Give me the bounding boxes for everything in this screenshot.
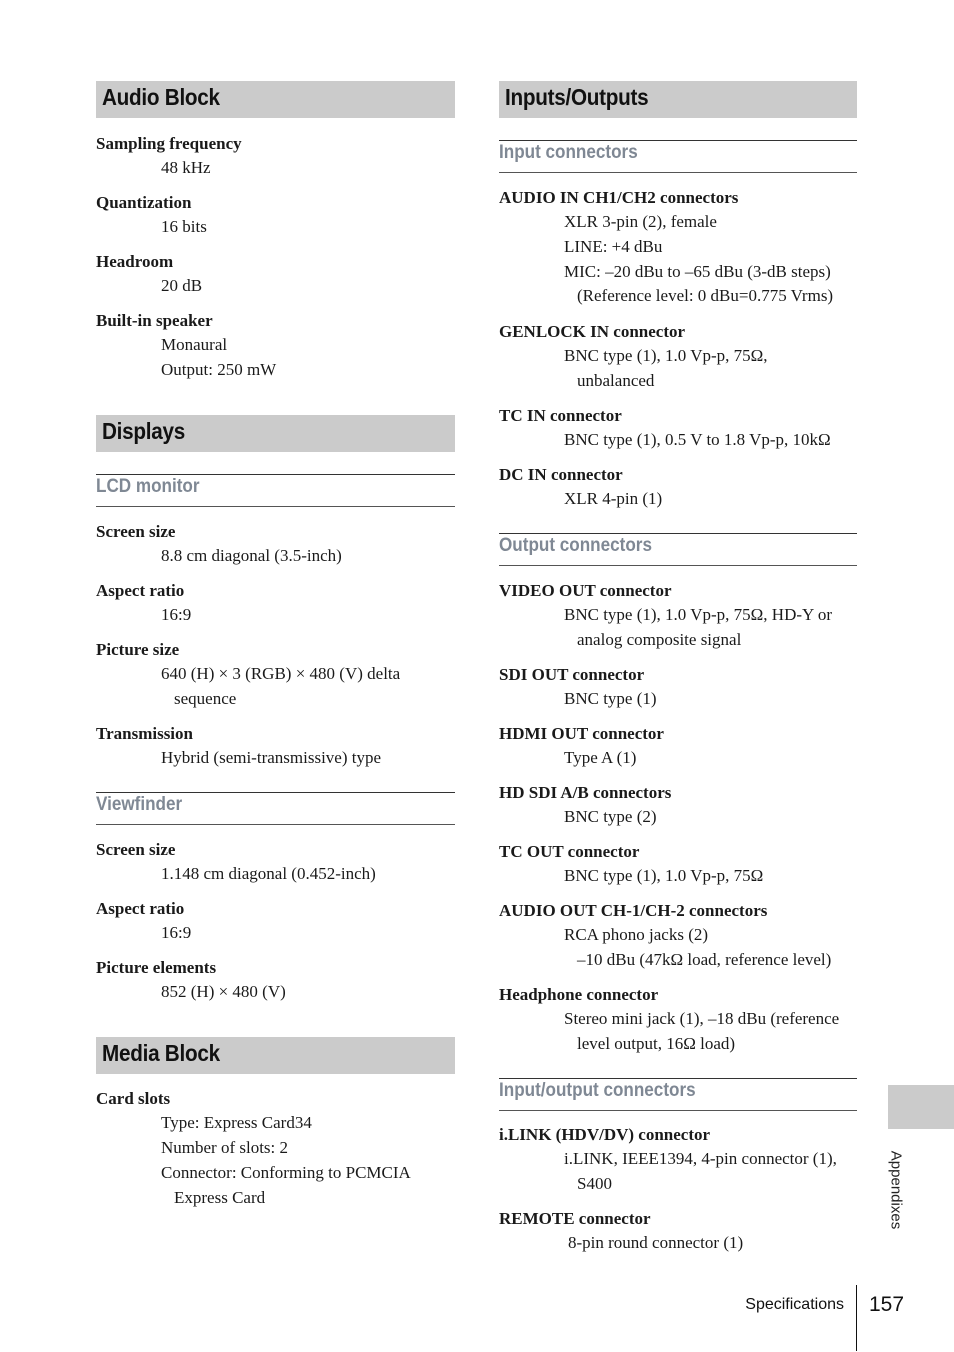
spec-value: Connector: Conforming to PCMCIA (161, 1163, 411, 1182)
spec-value: BNC type (1), 1.0 Vp-p, 75Ω, (564, 346, 768, 365)
spec-value: 640 (H) × 3 (RGB) × 480 (V) delta (161, 664, 401, 683)
subsection-heading-viewfinder (96, 792, 455, 825)
spec-value: 8.8 cm diagonal (3.5-inch) (161, 546, 342, 565)
spec-entry-vf-aspect-ratio (96, 898, 455, 945)
spec-term: GENLOCK IN connector (499, 322, 686, 341)
section-banner-media-block (96, 1037, 455, 1074)
section-title: Displays (102, 418, 185, 444)
spec-entry-picture-elements (96, 957, 455, 1004)
subsection-title: Input connectors (499, 142, 638, 163)
spec-term: AUDIO OUT CH-1/CH-2 connectors (499, 901, 768, 920)
spec-value: unbalanced (577, 371, 655, 390)
spec-term: Quantization (96, 193, 192, 212)
subsection-title: Output connectors (499, 535, 652, 556)
spec-value: BNC type (1), 1.0 Vp-p, 75Ω, HD-Y or (564, 605, 833, 624)
spec-term: DC IN connector (499, 465, 623, 484)
spec-value: 8-pin round connector (1) (568, 1233, 744, 1252)
spec-value: BNC type (1), 0.5 V to 1.8 Vp-p, 10kΩ (564, 430, 831, 449)
spec-value: Monaural (161, 335, 228, 354)
spec-value: 852 (H) × 480 (V) (161, 982, 286, 1001)
section-title: Audio Block (102, 84, 220, 110)
spec-term: Built-in speaker (96, 311, 213, 330)
spec-term: HDMI OUT connector (499, 724, 664, 743)
spec-value: Express Card (174, 1188, 266, 1207)
spec-value: sequence (174, 689, 237, 708)
spec-value: 16 bits (161, 217, 207, 236)
spec-value: –10 dBu (47kΩ load, reference level) (577, 950, 832, 969)
spec-term: Screen size (96, 840, 176, 859)
spec-value: level output, 16Ω load) (577, 1034, 736, 1053)
spec-value: S400 (577, 1174, 612, 1193)
spec-entry-hdmi-out (499, 723, 857, 770)
spec-value: RCA phono jacks (2) (564, 925, 709, 944)
spec-value: Stereo mini jack (1), –18 dBu (reference (564, 1009, 840, 1028)
subsection-heading-output-connectors (499, 533, 857, 566)
spec-term: REMOTE connector (499, 1209, 651, 1228)
page-number: 157 (869, 1293, 905, 1316)
spec-term: Screen size (96, 522, 176, 541)
spec-value: LINE: +4 dBu (564, 237, 663, 256)
spec-value: 1.148 cm diagonal (0.452-inch) (161, 864, 376, 883)
spec-value: 16:9 (161, 605, 192, 624)
subsection-title: Input/output connectors (499, 1080, 696, 1101)
spec-entry-transmission (96, 723, 455, 770)
spec-entry-sampling-frequency (96, 133, 455, 180)
spec-value: XLR 4-pin (1) (564, 489, 663, 508)
spec-value: BNC type (2) (564, 807, 657, 826)
spec-entry-built-in-speaker (96, 310, 455, 382)
spec-value: Type: Express Card34 (161, 1113, 312, 1132)
section-title: Inputs/Outputs (505, 84, 649, 110)
spec-term: Transmission (96, 724, 193, 743)
spec-term: SDI OUT connector (499, 665, 645, 684)
spec-entry-video-out (499, 580, 857, 652)
spec-value: XLR 3-pin (2), female (564, 212, 717, 231)
spec-entry-card-slots (96, 1088, 455, 1210)
section-banner-displays (96, 415, 455, 452)
spec-entry-quantization (96, 192, 455, 239)
spec-entry-lcd-screen-size (96, 521, 455, 568)
subsection-heading-lcd-monitor (96, 474, 455, 507)
spec-entry-tc-out (499, 841, 857, 888)
spec-term: Aspect ratio (96, 581, 185, 600)
subsection-title: Viewfinder (96, 794, 183, 815)
subsection-title: LCD monitor (96, 476, 200, 497)
spec-value: i.LINK, IEEE1394, 4-pin connector (1), (564, 1149, 837, 1168)
spec-value: BNC type (1), 1.0 Vp-p, 75Ω (564, 866, 764, 885)
side-tab-marker (888, 1085, 954, 1129)
spec-entry-vf-screen-size (96, 839, 455, 886)
spec-term: TC IN connector (499, 406, 622, 425)
spec-entry-remote (499, 1208, 857, 1255)
spec-entry-dc-in (499, 464, 857, 511)
subsection-heading-io-connectors (499, 1078, 857, 1111)
subsection-heading-input-connectors (499, 140, 857, 173)
spec-value: MIC: –20 dBu to –65 dBu (3-dB steps) (564, 262, 831, 281)
spec-value: Output: 250 mW (161, 360, 277, 379)
spec-entry-headphone (499, 984, 857, 1056)
spec-term: VIDEO OUT connector (499, 581, 672, 600)
spec-entry-picture-size (96, 639, 455, 711)
spec-value: (Reference level: 0 dBu=0.775 Vrms) (577, 286, 834, 305)
spec-value: 20 dB (161, 276, 203, 295)
spec-value: BNC type (1) (564, 689, 657, 708)
spec-entry-audio-out (499, 900, 857, 972)
spec-entry-sdi-out (499, 664, 857, 711)
spec-entry-audio-in (499, 187, 857, 308)
section-title: Media Block (102, 1040, 220, 1066)
spec-value: 48 kHz (161, 158, 211, 177)
spec-value: Number of slots: 2 (161, 1138, 289, 1157)
spec-entry-hd-sdi-ab (499, 782, 857, 829)
spec-term: Headphone connector (499, 985, 659, 1004)
spec-entry-genlock-in (499, 321, 857, 393)
spec-term: Card slots (96, 1089, 171, 1108)
section-banner-audio-block (96, 81, 455, 118)
spec-term: HD SDI A/B connectors (499, 783, 672, 802)
spec-term: i.LINK (HDV/DV) connector (499, 1125, 711, 1144)
spec-value: analog composite signal (577, 630, 742, 649)
spec-term: Sampling frequency (96, 134, 242, 153)
spec-entry-tc-in (499, 405, 857, 452)
spec-value: Type A (1) (564, 748, 637, 767)
spec-value: Hybrid (semi-transmissive) type (161, 748, 382, 767)
section-banner-inputs-outputs (499, 81, 857, 118)
footer-divider (856, 1285, 857, 1351)
spec-term: Headroom (96, 252, 174, 271)
spec-term: Picture size (96, 640, 180, 659)
spec-entry-lcd-aspect-ratio (96, 580, 455, 627)
spec-entry-ilink (499, 1124, 857, 1196)
spec-term: AUDIO IN CH1/CH2 connectors (499, 188, 739, 207)
spec-value: 16:9 (161, 923, 192, 942)
spec-term: Aspect ratio (96, 899, 185, 918)
spec-entry-headroom (96, 251, 455, 298)
footer-section-title: Specifications (745, 1296, 844, 1313)
side-tab-label: Appendixes (887, 1150, 905, 1230)
spec-term: TC OUT connector (499, 842, 640, 861)
spec-term: Picture elements (96, 958, 217, 977)
